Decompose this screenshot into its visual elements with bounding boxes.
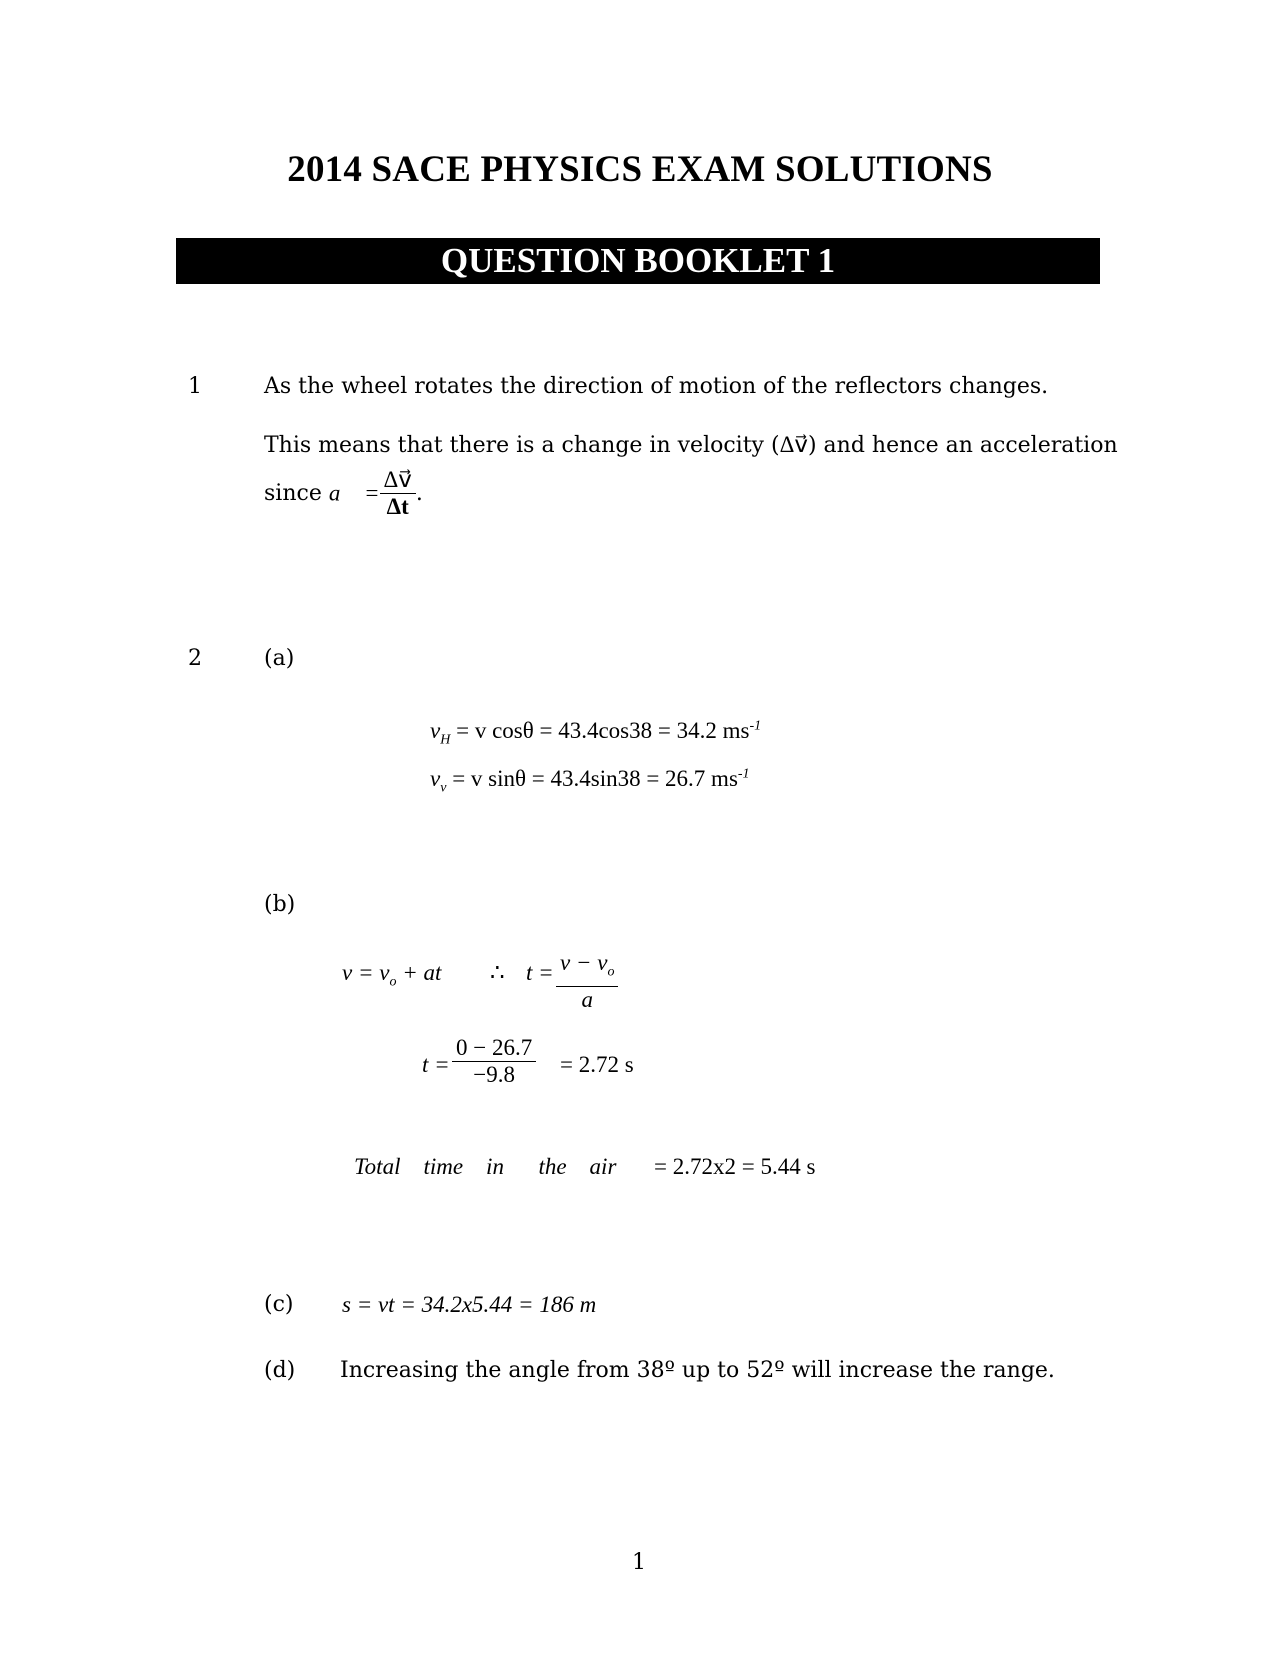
q2b-eq1-left: v = v	[342, 960, 390, 985]
q2a-eq1-lhs: v	[430, 718, 441, 743]
q2b-eq1-numerator	[556, 950, 618, 987]
question-number-2: 2	[188, 646, 202, 671]
q2a-eq1-rest: = v cosθ = 43.4cos38 = 34.2 ms	[450, 718, 750, 743]
page-number: 1	[632, 1550, 646, 1575]
q2b-kinematic-equation	[342, 960, 441, 991]
q2-part-d-label: (d)	[264, 1358, 296, 1383]
q1-formula-lhs: a⃗ =	[328, 480, 380, 506]
q2a-horizontal-velocity-equation	[430, 718, 761, 749]
q2c-range-equation: s = vt = 34.2x5.44 = 186 m	[342, 1292, 597, 1317]
q1-acceleration-fraction	[380, 467, 416, 520]
q2b-eq1-t: t =	[526, 960, 554, 985]
q2b-eq2-denominator: −9.8	[473, 1062, 515, 1087]
q2a-eq1-sub: H	[440, 732, 451, 748]
q2b-total-time-result: = 2.72x2 = 5.44 s	[654, 1154, 816, 1179]
q1-line-2-pre: This means that there is a change in velocity (	[264, 433, 780, 458]
q2a-vertical-velocity-equation	[430, 766, 750, 797]
q2b-eq1-left-sub: o	[389, 974, 397, 990]
q2b-eq1-left-rest: + at	[396, 960, 442, 985]
q2a-eq2-sup: -1	[737, 766, 750, 782]
q1-since-label: since	[264, 481, 322, 506]
q2b-eq2-result: = 2.72 s	[560, 1052, 634, 1077]
q1-line-1: As the wheel rotates the direction of motion of the reflectors changes.	[264, 374, 1049, 399]
q2d-answer-text: Increasing the angle from 38º up to 52º will increase the range.	[340, 1358, 1055, 1383]
q2b-eq2-numerator: 0 − 26.7	[452, 1035, 536, 1062]
q2-part-b-label: (b)	[264, 892, 296, 917]
q2a-eq2-lhs: v	[430, 766, 441, 791]
question-number-1: 1	[188, 374, 202, 399]
q1-fraction-denominator: Δt	[386, 494, 409, 519]
document-title: 2014 SACE PHYSICS EXAM SOLUTIONS	[287, 149, 993, 190]
q2b-time-fraction	[556, 950, 618, 1013]
q2-part-a-label: (a)	[264, 646, 295, 671]
q2b-eq1-denominator: a	[581, 986, 593, 1012]
q2a-eq2-sub: v	[440, 780, 447, 796]
q1-fraction-numerator: Δv⃗	[380, 467, 416, 494]
therefore-symbol: ∴	[490, 960, 505, 985]
q2a-eq2-rest: = v sinθ = 43.4sin38 = 26.7 ms	[446, 766, 738, 791]
q2b-eq2-t: t =	[422, 1052, 450, 1077]
q2b-substitution-fraction	[452, 1035, 536, 1088]
q2a-eq1-sup: -1	[749, 718, 762, 734]
q1-line-2	[264, 432, 1118, 458]
section-banner: QUESTION BOOKLET 1	[176, 238, 1100, 284]
q1-formula-end: .	[415, 481, 423, 506]
q2-part-c-label: (c)	[264, 1292, 294, 1317]
q2b-eq1-num-sub: o	[607, 964, 615, 980]
q2b-eq1-num: v − v	[560, 950, 608, 975]
q2b-total-time-words: Total time in the air	[354, 1154, 617, 1179]
q1-line-3	[264, 467, 423, 520]
q1-line-2-post: ) and hence an acceleration	[807, 433, 1118, 458]
q1-delta-v-symbol: Δv⃗	[779, 432, 808, 457]
